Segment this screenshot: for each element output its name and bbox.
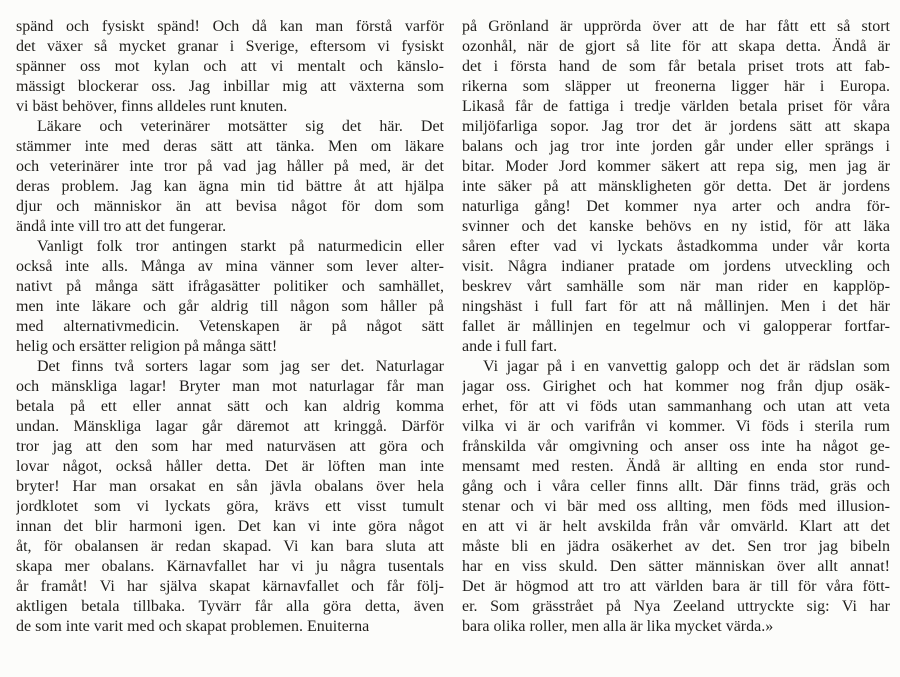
text-line: nativt på många sätt ifrågasätter politiker och samhället, (16, 278, 444, 295)
text-line: erhet, för att vi föds utan sammanhang och utan att veta (462, 398, 890, 415)
text-line: de som inte varit med och skapat problemen. Enuiterna (16, 618, 370, 635)
text-line: mässigt blockerar oss. Jag inbillar mig att växterna som (16, 78, 444, 95)
text-line: bara olika roller, men alla är lika mycket värda.» (462, 618, 774, 635)
text-line: beskrev vårt samhälle som när man rider en kapplöp- (462, 278, 890, 295)
text-line: bitar. Moder Jord kommer säkert att repa sig, men jag är (462, 158, 890, 175)
text-line: frånskilda vår omgivning och anser oss inte ha något ge- (462, 438, 890, 455)
text-line: stämmer inte med deras sätt att tänka. Men om läkare (16, 138, 444, 155)
text-line: en att vi är helt avskilda från vår omvärld. Klart att det (462, 518, 890, 535)
text-line: men inte läkare och går aldrig till någon som håller på (16, 298, 444, 315)
text-line: miljöfarliga sopor. Jag tror det är jordens sätt att skapa (462, 118, 890, 135)
text-line: gång och i våra celler finns allt. Där finns träd, gräs och (462, 478, 890, 495)
paragraph (16, 117, 444, 237)
text-line: Likaså får de fattiga i tredje världen betala priset för våra (462, 98, 890, 115)
text-line: svinner och det kanske behövs en ny istid, för att läka (462, 218, 890, 235)
text-line: lovar något, också håller detta. Det är löften man inte (16, 458, 444, 475)
text-line: balans och jag tror inte jorden går under eller sprängs i (462, 138, 890, 155)
text-line: fallet är mållinjen en tegelmur och vi galopperar fortfar- (462, 318, 890, 335)
text-line: på Grönland är upprörda över att de har fått ett så stort (462, 18, 890, 35)
text-line: det i första hand de som får betala priset trots att fab- (462, 58, 890, 75)
text-line: tror jag att den som har med naturväsen att göra och (16, 438, 444, 455)
text-line: spänd och fysiskt spänd! Och då kan man förstå varför (16, 18, 444, 35)
text-line: helig och ersätter religion på många sätt! (16, 338, 278, 355)
text-line: Läkare och veterinärer motsätter sig det här. Det (37, 118, 444, 135)
text-line: deras problem. Jag kan ägna min tid bättre åt att hjälpa (16, 178, 444, 195)
text-line: mensamt med resten. Ändå är allting en enda stor rund- (462, 458, 890, 475)
text-line: ande i full fart. (462, 338, 558, 355)
paragraph (16, 357, 444, 637)
paragraph (462, 357, 890, 637)
left-column (16, 17, 444, 677)
text-line: och mänskliga lagar! Bryter man mot naturlagar får man (16, 378, 444, 395)
text-line: med alternativmedicin. Vetenskapen är på något sätt (16, 318, 444, 335)
text-line: måste bli en jädra osäkerhet av det. Sen tror jag bibeln (462, 538, 890, 555)
text-line: inte säker på att mänskligheten gör detta. Det är jordens (462, 178, 890, 195)
text-line: stenar och vi bär med oss allting, men föds med illusion- (462, 498, 890, 515)
text-line: skapa mer obalans. Kärnavfallet har vi ju några tusentals (16, 558, 444, 575)
text-line: Det är högmod att tro att världen bara är till för våra fött- (462, 578, 890, 595)
right-column (462, 17, 890, 677)
text-line: spänner oss mot kylan och att vi mentalt och känslo- (16, 58, 444, 75)
text-line: åt, för obalansen är redan skapad. Vi kan bara sluta att (16, 538, 444, 555)
text-line: år framåt! Vi har själva skapat kärnavfallet och får följ- (16, 578, 444, 595)
text-line: betala på ett eller annat sätt och kan aldrig komma (16, 398, 444, 415)
text-line: er. Som grässtrået på Nya Zeeland uttryckte sig: Vi har (462, 598, 890, 615)
paragraph (16, 17, 444, 117)
text-line: ändå inte vill tro att det fungerar. (16, 218, 227, 235)
paragraph (16, 237, 444, 357)
text-line: Vi jagar på i en vanvettig galopp och det är rädslan som (483, 358, 890, 375)
paragraph (462, 17, 890, 357)
text-line: också inte alls. Många av mina vänner som lever alter- (16, 258, 444, 275)
text-line: undan. Mänskliga lagar går däremot att kringgå. Därför (16, 418, 444, 435)
text-line: aktligen betala tillbaka. Tyvärr får alla göra detta, även (16, 598, 444, 615)
text-line: ningshäst i full fart för att nå mållinjen. Men i det här (462, 298, 890, 315)
text-line: det växer så mycket granar i Sverige, eftersom vi fysiskt (16, 38, 444, 55)
text-line: bryter! Har man orsakat en sån jävla obalans över hela (16, 478, 444, 495)
text-line: har en viss skuld. Den sätter människan över allt annat! (462, 558, 890, 575)
text-line: jordklotet som vi lyckats göra, krävs ett visst tumult (16, 498, 444, 515)
text-line: Vanligt folk tror antingen starkt på naturmedicin eller (37, 238, 444, 255)
text-line: vilka vi är och varifrån vi kommer. Vi föds i sterila rum (462, 418, 890, 435)
text-line: naturliga gång! Det kommer nya arter och andra för- (462, 198, 890, 215)
text-line: och veterinärer inte tror på vad jag håller på med, är det (16, 158, 444, 175)
text-line: djur och människor än att bevisa något för dom som (16, 198, 444, 215)
text-line: jagar oss. Girighet och hat kommer nog från djup osäk- (462, 378, 890, 395)
text-line: såren efter vad vi lyckats åstadkomma under vår korta (462, 238, 890, 255)
text-line: visit. Några indianer pratade om jordens utveckling och (462, 258, 890, 275)
text-line: vi bäst behöver, finns alldeles runt knuten. (16, 98, 288, 115)
text-line: Det finns två sorters lagar som jag ser det. Naturlagar (37, 358, 444, 375)
text-line: rikerna som släpper ut freonerna ligger här i Europa. (462, 78, 890, 95)
text-line: ozonhål, när de gjort så lite för att skapa detta. Ändå är (462, 38, 890, 55)
text-line: innan det blir harmoni igen. Det kan vi inte göra något (16, 518, 444, 535)
